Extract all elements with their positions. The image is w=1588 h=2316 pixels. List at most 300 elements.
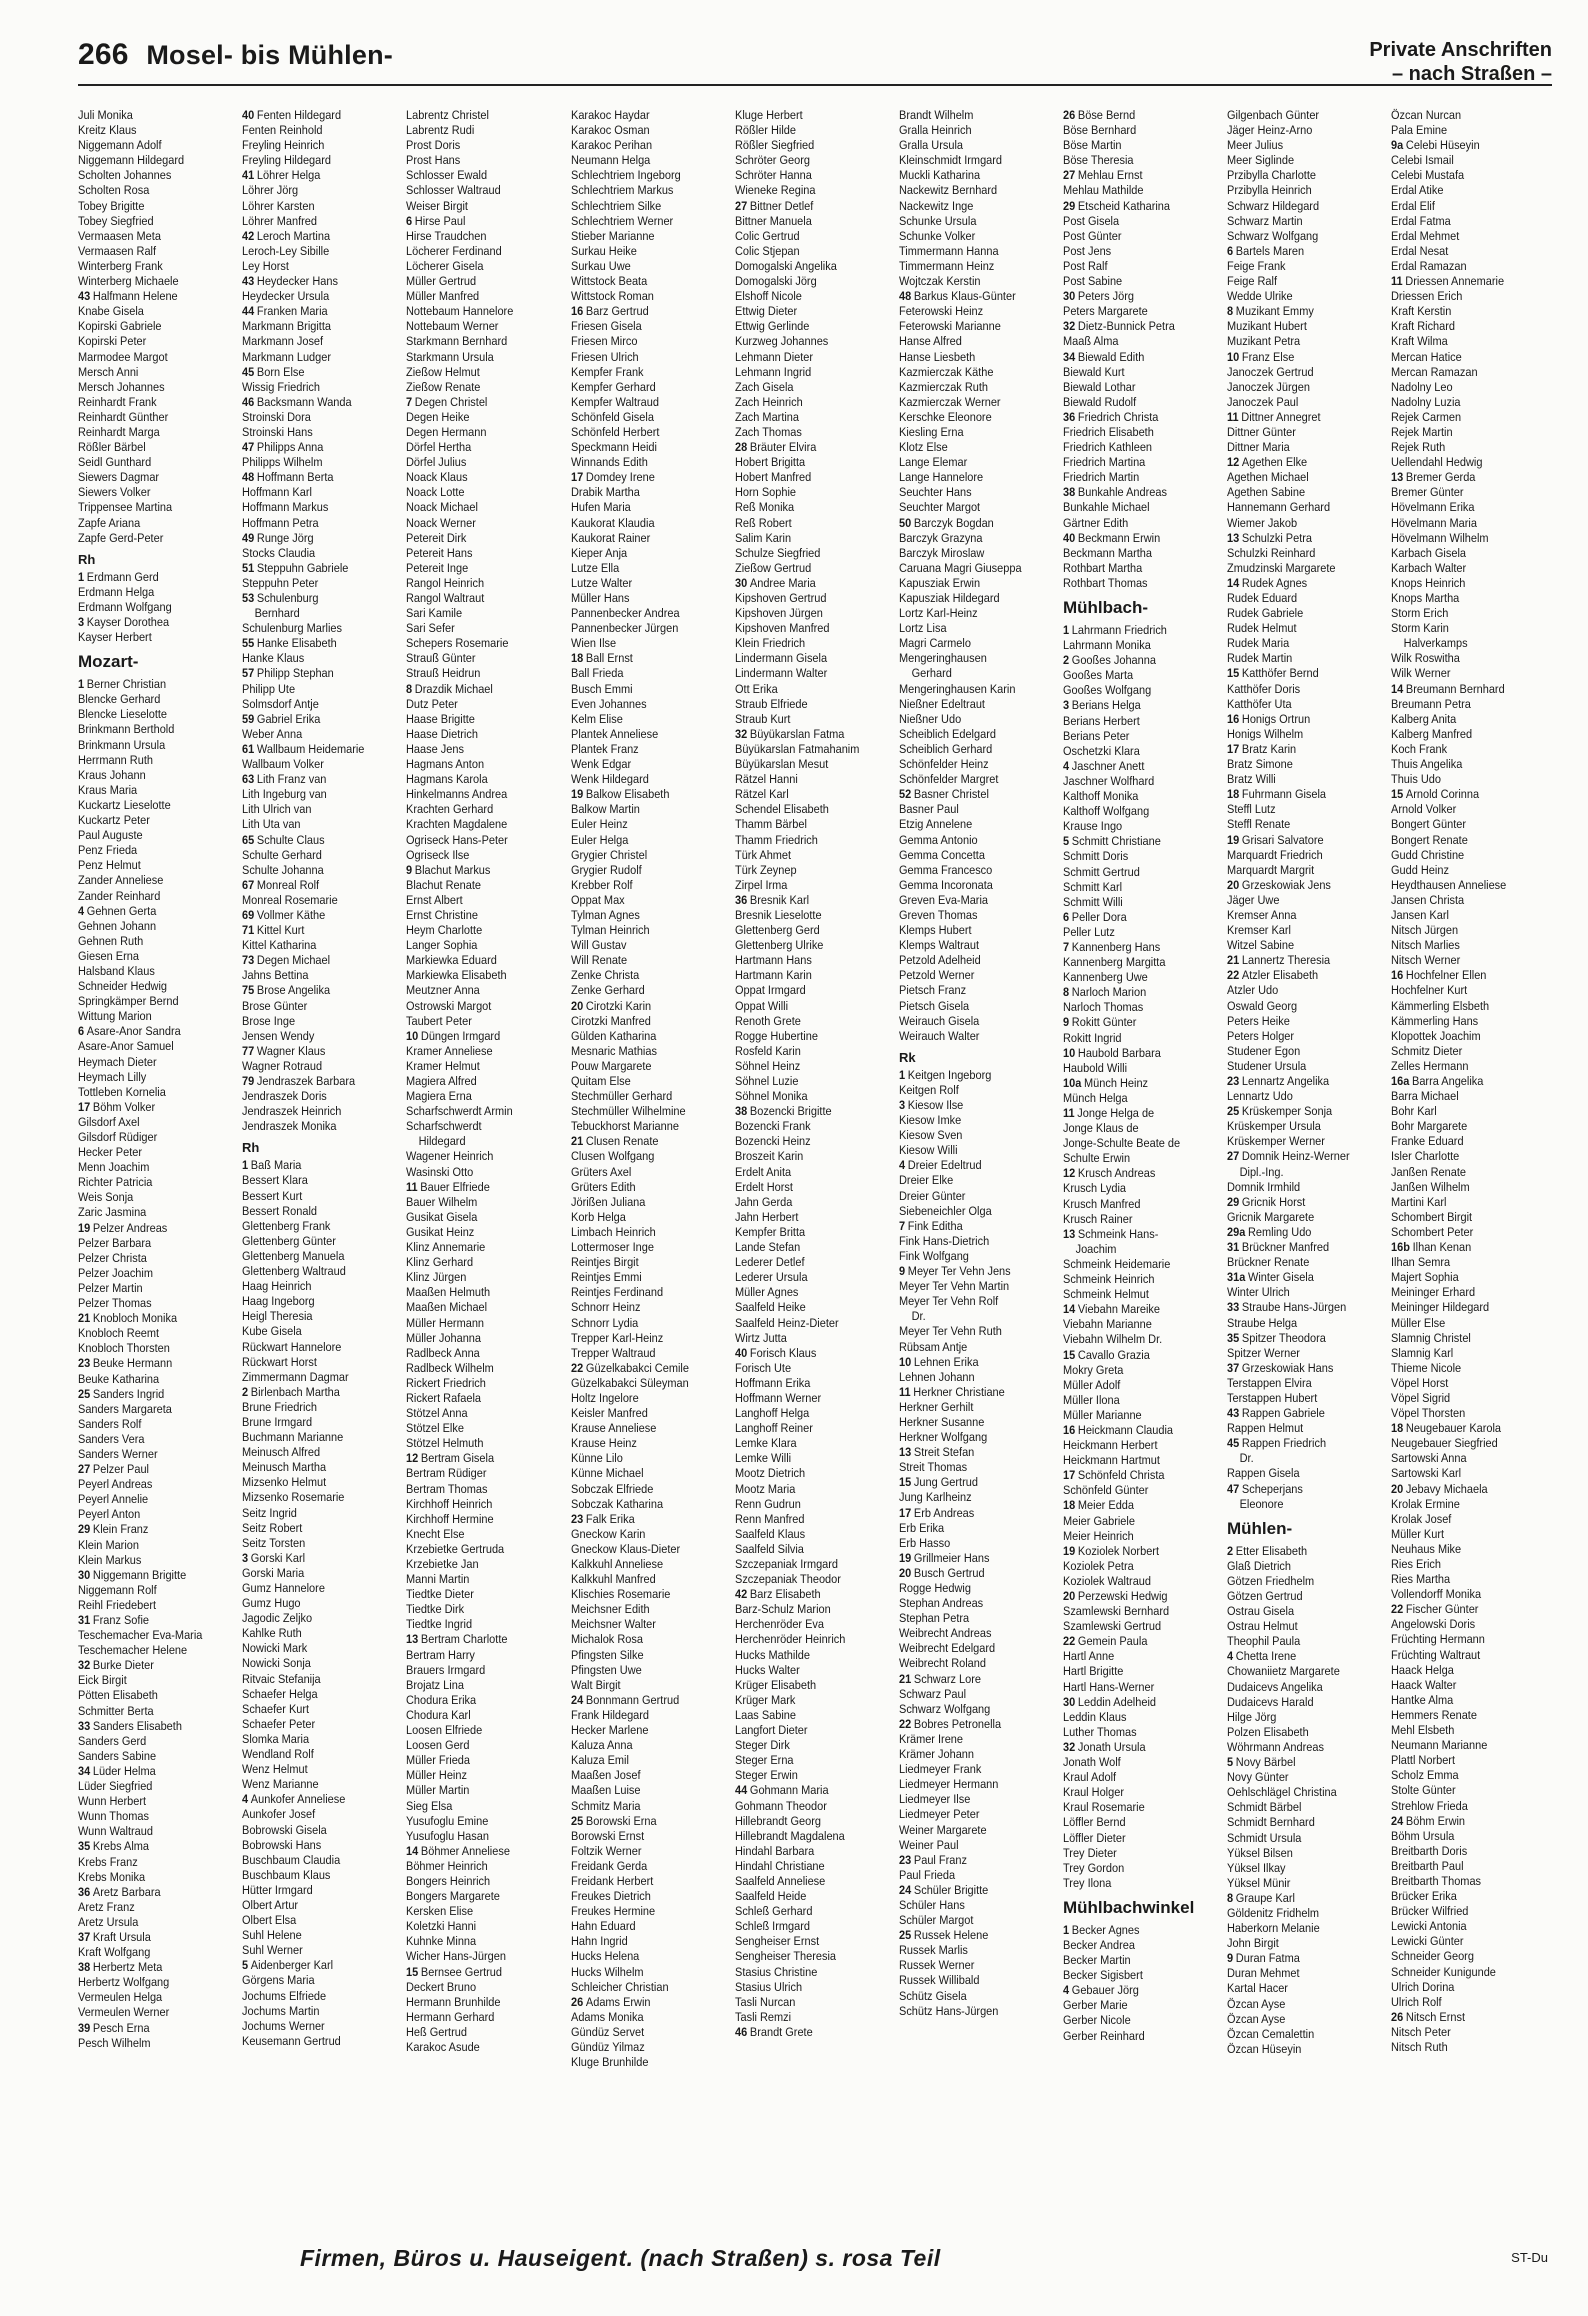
list-item (242, 1656, 382, 1671)
resident-name: Muzikant Petra (1227, 334, 1301, 349)
list-item (242, 183, 382, 198)
house-number: 46 (735, 2024, 748, 2039)
house-number: 9 (1063, 1015, 1070, 1030)
resident-name: Borowski Ernst (571, 1828, 645, 1843)
list-item (242, 516, 382, 531)
resident-name: Wendland Rolf (242, 1747, 314, 1762)
resident-name: Strauß Günter (406, 651, 476, 666)
house-number: 77 (242, 1043, 255, 1058)
resident-name: Gusikat Gisela (406, 1209, 478, 1224)
list-item (571, 1044, 711, 1059)
resident-name: Radlbeck Wilhelm (406, 1360, 494, 1375)
list-item (571, 893, 711, 908)
resident-name: Reintjes Ferdinand (571, 1285, 664, 1300)
resident-name: Dittner Maria (1227, 440, 1290, 455)
list-item (406, 1270, 546, 1285)
list-item (1227, 229, 1367, 244)
house-number: 23 (1227, 1074, 1240, 1088)
resident-name: Mehl Elsbeth (1391, 1723, 1455, 1738)
resident-name: Seitz Robert (242, 1520, 303, 1535)
list-item (78, 138, 218, 153)
resident-name: Domogalski Jörg (735, 274, 817, 289)
resident-name: Pannenbecker Andrea (571, 606, 680, 621)
list-item (406, 123, 546, 138)
resident-name: Schmidt Bärbel (1227, 1800, 1302, 1815)
resident-name: Freukes Dietrich (571, 1889, 651, 1904)
house-number: 16 (1391, 968, 1404, 983)
resident-name: Müller Marianne (1063, 1407, 1142, 1422)
resident-name: Straub Elfriede (735, 696, 808, 711)
resident-name: Müller Manfred (406, 289, 480, 304)
resident-name: Sari Kamile (406, 606, 463, 621)
list-item (735, 863, 875, 878)
resident-name: Müller Heinz (406, 1768, 467, 1783)
resident-name: Storm Karin (1391, 621, 1449, 636)
house-number: 11 (899, 1384, 911, 1399)
resident-name: John Birgit (1227, 1936, 1279, 1951)
list-item (242, 1913, 382, 1928)
resident-name: Labrentz Christel (406, 108, 489, 122)
house-number: 13 (406, 1632, 419, 1647)
resident-name: Barra Michael (1391, 1089, 1459, 1104)
resident-name: Nottebaum Hannelore (406, 304, 514, 319)
list-item (735, 1149, 875, 1164)
resident-name: Will Gustav (571, 938, 627, 953)
list-item (1391, 1044, 1531, 1059)
resident-name: Fink Hans-Dietrich (899, 1233, 990, 1248)
list-item (242, 893, 382, 908)
list-item (1391, 531, 1531, 546)
list-item (1063, 1695, 1203, 1710)
resident-name: Breitbarth Doris (1391, 1843, 1468, 1858)
house-number: 79 (242, 1074, 255, 1088)
list-item (242, 1324, 382, 1339)
list-item (735, 1693, 875, 1708)
list-item (1063, 500, 1203, 515)
resident-name: Juli Monika (78, 108, 133, 122)
list-item (1227, 682, 1367, 697)
list-item (242, 531, 382, 546)
list-item (78, 1145, 218, 1160)
resident-name: Müller Hans (571, 591, 630, 605)
list-item (1227, 531, 1367, 546)
list-item (242, 1566, 382, 1581)
resident-name: Jansen Christa (1391, 892, 1465, 907)
list-item (735, 621, 875, 636)
resident-name: Schneider Kunigunde (1391, 1964, 1496, 1979)
list-item (78, 722, 218, 737)
resident-name: Muzikant Hubert (1227, 319, 1307, 334)
house-number: 15 (1227, 666, 1240, 681)
resident-name: Tiedtke Ingrid (406, 1617, 473, 1632)
list-item (242, 712, 382, 727)
street-heading: Mozart- (78, 652, 139, 672)
list-item (1391, 1949, 1531, 1964)
house-number: 2 (242, 1384, 249, 1399)
resident-name: Berians Peter (1063, 728, 1130, 743)
list-item (571, 1270, 711, 1285)
house-number: 9 (899, 1264, 906, 1279)
resident-name: Zießow Renate (406, 379, 481, 394)
list-item (1391, 365, 1531, 380)
house-number: 26 (571, 1994, 584, 2009)
house-number: 22 (1227, 968, 1240, 983)
resident-name: Krolak Ermine (1391, 1496, 1460, 1511)
resident-name: Sengheiser Theresia (735, 1949, 837, 1964)
resident-name: Atzler Elisabeth (1241, 968, 1319, 983)
resident-name: Pietsch Franz (899, 983, 967, 998)
resident-name: Wenk Hildegard (571, 772, 649, 787)
resident-name: Bräuter Elvira (749, 440, 817, 455)
column-4 (571, 108, 727, 2228)
house-number: 10 (1227, 349, 1240, 364)
list-item (242, 848, 382, 863)
resident-name: Kraul Holger (1063, 1785, 1124, 1800)
list-item (735, 1844, 875, 1859)
list-item (899, 1581, 1039, 1596)
resident-name: Hoffmann Werner (735, 1390, 822, 1405)
resident-name: Pietsch Gisela (899, 998, 970, 1013)
list-item (78, 1885, 218, 1900)
list-item (1391, 1119, 1531, 1134)
column-1 (78, 108, 234, 2228)
list-item (571, 697, 711, 712)
resident-name: Stroinski Dora (242, 409, 311, 424)
resident-name: Ries Erich (1391, 1557, 1441, 1571)
list-item (1227, 395, 1367, 410)
list-item (1063, 319, 1203, 334)
list-item (1391, 1995, 1531, 2010)
list-item (242, 727, 382, 742)
resident-name: Weirauch Gisela (899, 1013, 980, 1028)
resident-name: Kopirski Peter (78, 334, 147, 349)
resident-name: Scheiblich Edelgard (899, 726, 996, 741)
list-item (1063, 1257, 1203, 1272)
list-item (571, 410, 711, 425)
resident-name: Böhm Ursula (1391, 1828, 1455, 1843)
resident-name: Weiser Birgit (406, 198, 468, 213)
resident-name: Schmeink Helmut (1063, 1287, 1149, 1302)
resident-name: Studener Ursula (1227, 1058, 1307, 1073)
resident-name: Adams Monika (571, 2009, 644, 2024)
resident-name: Friesen Mirco (571, 334, 638, 349)
resident-name: Colic Stjepan (735, 243, 800, 258)
list-item (1391, 1195, 1531, 1210)
list-item (1391, 1799, 1531, 1814)
list-item (78, 828, 218, 843)
list-item (406, 1753, 546, 1768)
resident-name: Domdey Irene (585, 470, 655, 485)
list-item (406, 485, 546, 500)
list-item (1227, 1225, 1367, 1240)
resident-name: Maaß Alma (1063, 334, 1119, 349)
list-item (571, 878, 711, 893)
resident-name: Cirotzki Manfred (571, 1013, 651, 1028)
resident-name: Falk Erika (585, 1511, 635, 1526)
list-item (406, 410, 546, 425)
list-item (242, 999, 382, 1014)
house-number: 2 (1063, 653, 1070, 668)
resident-name: Fuhrmann Gisela (1241, 787, 1327, 802)
resident-name: Kalkkuhl Manfred (571, 1572, 656, 1587)
resident-name: Meyer Ter Vehn Jens (907, 1264, 1011, 1279)
list-item (406, 1799, 546, 1814)
resident-name: Surkau Uwe (571, 258, 631, 273)
resident-name: Klein Marion (78, 1537, 139, 1552)
resident-name: Kapusziak Hildegard (899, 591, 1000, 605)
list-item (1391, 1723, 1531, 1738)
list-item (735, 1240, 875, 1255)
resident-name: Stephan Andreas (899, 1596, 984, 1611)
list-item (571, 1255, 711, 1270)
resident-name: Narloch Thomas (1063, 1000, 1144, 1015)
list-item (406, 531, 546, 546)
resident-name: Lith Ulrich van (242, 802, 312, 817)
list-item (735, 1753, 875, 1768)
resident-name: Saalfeld Silvia (735, 1541, 804, 1556)
list-item (571, 1406, 711, 1421)
resident-name: Thamm Bärbel (735, 817, 807, 832)
resident-name: Schnorr Heinz (571, 1300, 641, 1315)
resident-name: Erb Andreas (913, 1505, 975, 1520)
list-item (78, 2021, 218, 2036)
list-item (406, 455, 546, 470)
resident-name: Reintjes Emmi (571, 1270, 642, 1285)
house-number: 17 (1063, 1468, 1076, 1483)
list-item (242, 878, 382, 893)
resident-name: Schönfelder Margret (899, 772, 999, 787)
list-item (78, 615, 218, 630)
resident-name: Pelzer Joachim (78, 1265, 153, 1280)
list-item (571, 863, 711, 878)
resident-name: Franz Sofie (92, 1613, 150, 1627)
resident-name: Hoffmann Berta (256, 470, 334, 485)
list-item (1227, 591, 1367, 606)
list-item (1063, 638, 1203, 653)
resident-name: Knobloch Monika (92, 1311, 178, 1326)
list-item (242, 153, 382, 168)
resident-name: Lemke Klara (735, 1436, 797, 1451)
resident-name: Etzig Annelene (899, 817, 973, 832)
list-item (571, 1527, 711, 1542)
resident-name: Dreier Elke (899, 1173, 954, 1188)
list-item (78, 585, 218, 600)
list-item (1227, 666, 1367, 681)
list-item (406, 1255, 546, 1270)
list-item (406, 1904, 546, 1919)
resident-name: Dittner Annegret (1241, 409, 1321, 424)
resident-name: Forisch Klaus (749, 1345, 817, 1360)
list-item (899, 1641, 1039, 1656)
resident-name: Jaschner Wolfhard (1063, 773, 1155, 788)
list-item (571, 712, 711, 727)
resident-name: Mengeringhausen (899, 651, 987, 666)
resident-name: Trepper Karl-Heinz (571, 1330, 664, 1345)
resident-name: Leroch-Ley Sibille (242, 243, 330, 258)
house-number: 43 (242, 274, 255, 289)
list-item (1391, 651, 1531, 666)
list-item (899, 1355, 1039, 1370)
list-item (1391, 772, 1531, 787)
resident-name: Stechmüller Gerhard (571, 1089, 673, 1104)
list-item (1227, 1574, 1367, 1589)
list-item (242, 923, 382, 938)
list-item (735, 199, 875, 214)
resident-name: Bozencki Heinz (735, 1134, 811, 1149)
house-number: 17 (899, 1505, 912, 1520)
list-item (899, 923, 1039, 938)
list-item (1391, 455, 1531, 470)
resident-name: Viebahn Marianne (1063, 1317, 1152, 1332)
house-number: 4 (1063, 758, 1070, 773)
list-item (78, 1507, 218, 1522)
resident-name: Martini Karl (1391, 1194, 1447, 1209)
resident-name: Markmann Josef (242, 334, 324, 349)
list-item (1227, 1014, 1367, 1029)
resident-name: Grillmeier Hans (913, 1550, 990, 1565)
resident-name: Born Else (256, 364, 305, 379)
resident-name: Friedrich Christa (1077, 409, 1159, 424)
resident-name: Borowski Erna (585, 1813, 657, 1828)
list-item (406, 1285, 546, 1300)
resident-name: Gricnik Margarete (1227, 1209, 1315, 1224)
resident-name: Drabik Martha (571, 485, 640, 500)
resident-name: Markmann Brigitta (242, 319, 332, 334)
house-number: 48 (242, 470, 255, 485)
resident-name: Bresnik Lieselotte (735, 907, 822, 922)
house-number: 20 (571, 998, 584, 1013)
list-item (1227, 1680, 1367, 1695)
resident-name: Brücker Erika (1391, 1889, 1457, 1904)
resident-name: Heickmann Hartmut (1063, 1453, 1160, 1468)
list-item (735, 1512, 875, 1527)
list-item (1227, 214, 1367, 229)
resident-name: Bohr Karl (1391, 1104, 1437, 1119)
list-item (735, 1466, 875, 1481)
resident-name: Gumz Hannelore (242, 1581, 325, 1595)
resident-name: Straub Kurt (735, 711, 791, 726)
house-number: 18 (1227, 787, 1240, 802)
resident-name: Herbertz Meta (92, 1960, 163, 1975)
resident-name: Rickert Rafaela (406, 1390, 481, 1405)
list-item (571, 516, 711, 531)
resident-name: Gudd Heinz (1391, 862, 1449, 877)
list-item (242, 1792, 382, 1807)
house-number: 22 (1063, 1634, 1076, 1649)
list-item (1391, 1270, 1531, 1285)
list-item (1063, 123, 1203, 138)
resident-name: Limbach Heinrich (571, 1224, 656, 1239)
resident-name: Glettenberg Günter (242, 1233, 336, 1248)
resident-name: Aretz Franz (78, 1899, 135, 1914)
column-9 (1391, 108, 1547, 2228)
resident-name: Jäger Uwe (1227, 892, 1280, 907)
list-item (1391, 1527, 1531, 1542)
resident-name: Stroinski Hans (242, 424, 313, 439)
resident-name: Driessen Erich (1391, 289, 1463, 304)
list-item (406, 2010, 546, 2025)
resident-name: Rappen Helmut (1227, 1421, 1304, 1436)
list-item (1227, 1331, 1367, 1346)
resident-name: Kämmerling Hans (1391, 1013, 1479, 1028)
house-number: 22 (1391, 1602, 1404, 1617)
list-item (571, 1693, 711, 1708)
resident-name: Rudek Martin (1227, 651, 1293, 666)
list-item (571, 606, 711, 621)
resident-name: Schmitt Christiane (1071, 834, 1161, 849)
resident-name: Breumann Bernhard (1405, 681, 1505, 696)
resident-name: Ball Ernst (585, 651, 633, 666)
resident-name: Tobey Siegfried (78, 213, 154, 228)
list-item (1063, 1483, 1203, 1498)
list-item (1063, 1453, 1203, 1468)
list-item (242, 938, 382, 953)
resident-name: Hillebrandt Magdalena (735, 1828, 845, 1843)
list-item (899, 1611, 1039, 1626)
resident-name: Wunn Thomas (78, 1809, 149, 1824)
list-item (78, 485, 218, 500)
resident-name: Meier Edda (1077, 1498, 1135, 1513)
list-item (899, 878, 1039, 893)
list-item (1063, 668, 1203, 683)
list-item (406, 183, 546, 198)
list-item (1391, 1632, 1531, 1647)
list-item (571, 757, 711, 772)
resident-name: Hindahl Christiane (735, 1858, 825, 1873)
resident-name: Stötzel Elke (406, 1421, 464, 1436)
resident-name: Dörfel Julius (406, 455, 467, 470)
resident-name: Krebber Rolf (571, 877, 633, 892)
resident-name: Wallbaum Heidemarie (256, 741, 365, 756)
list-item (735, 1527, 875, 1542)
list-item (571, 1180, 711, 1195)
list-item (571, 1995, 711, 2010)
resident-name: Friedrich Martina (1063, 455, 1146, 470)
list-item (78, 1734, 218, 1749)
list-item (406, 334, 546, 349)
house-number: 40 (1063, 530, 1076, 545)
list-item (735, 742, 875, 757)
list-item (1227, 576, 1367, 591)
resident-name: Koch Frank (1391, 741, 1448, 756)
list-item (1063, 1212, 1203, 1227)
resident-name: Paul Auguste (78, 828, 143, 843)
list-item (899, 1324, 1039, 1339)
list-item (78, 1794, 218, 1809)
list-item (78, 889, 218, 904)
list-item (242, 697, 382, 712)
resident-name: Petzold Werner (899, 968, 975, 983)
list-item (78, 440, 218, 455)
house-number: 8 (1063, 985, 1070, 1000)
resident-name: Pannenbecker Jürgen (571, 621, 679, 636)
list-item (1227, 1195, 1367, 1210)
house-number: 30 (1063, 289, 1076, 304)
list-item (1391, 274, 1531, 289)
resident-name: Olbert Artur (242, 1897, 299, 1912)
list-item (1063, 910, 1203, 925)
resident-name: Krusch Lydia (1063, 1181, 1127, 1196)
resident-name: Agethen Sabine (1227, 485, 1306, 500)
resident-name: Schaefer Kurt (242, 1701, 310, 1716)
list-item (78, 1538, 218, 1553)
resident-name: Bresnik Karl (749, 892, 810, 907)
house-number: 14 (1227, 575, 1240, 590)
resident-name: Keitgen Rolf (899, 1082, 959, 1097)
street-heading: Mühlbachwinkel (1063, 1897, 1195, 1917)
list-item (571, 1663, 711, 1678)
resident-name: Arnold Volker (1391, 802, 1457, 817)
